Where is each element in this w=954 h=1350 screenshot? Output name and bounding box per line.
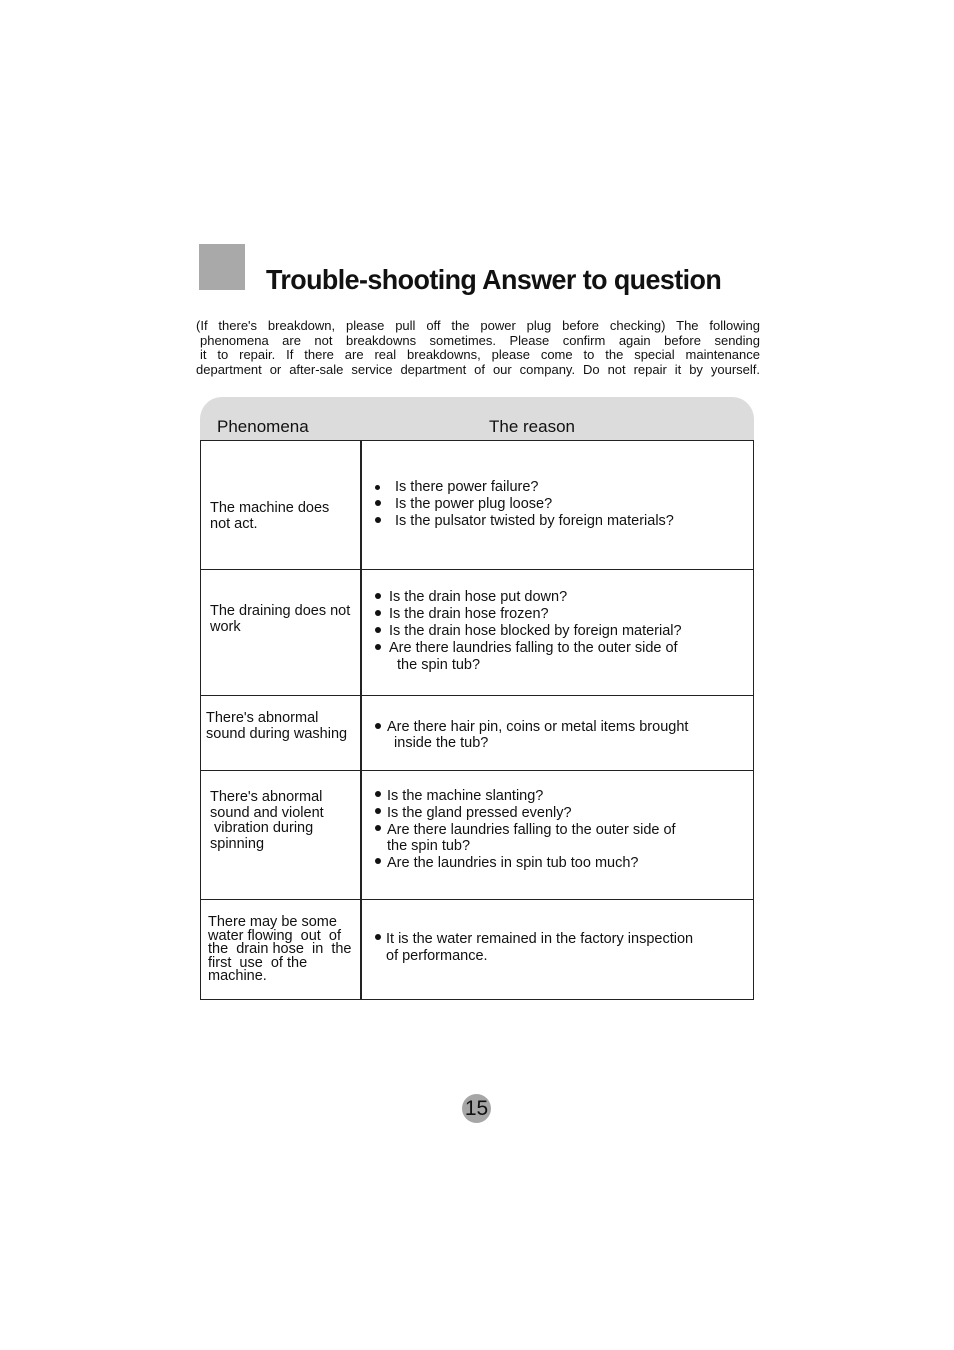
reason-text: Are there laundries falling to the outer side of xyxy=(389,640,678,656)
phenomenon-line: not act. xyxy=(210,515,258,532)
phenomenon-cell xyxy=(210,501,329,532)
header-reason: The reason xyxy=(489,417,575,436)
reason-continuation: of performance. xyxy=(386,948,488,964)
phenomenon-line: spinning xyxy=(210,835,265,852)
reason-text: Is there power failure? xyxy=(395,479,539,495)
reason-continuation: the spin tub? xyxy=(393,657,481,673)
phenomenon-line: the drain hose in the xyxy=(208,941,352,957)
reason-text: Is the gland pressed evenly? xyxy=(387,804,572,821)
reason-text: Is the drain hose put down? xyxy=(389,589,568,605)
reason-cell xyxy=(375,931,693,965)
reason-item xyxy=(375,589,682,606)
phenomenon-line: There's abnormal xyxy=(210,789,323,805)
bullet-icon xyxy=(375,610,381,616)
bullet-icon xyxy=(375,858,381,864)
row-divider xyxy=(201,695,753,696)
reason-cell xyxy=(375,720,688,751)
reason-continuation: the spin tub? xyxy=(387,838,471,855)
phenomenon-line: sound during washing xyxy=(206,725,348,742)
phenomenon-line: water flowing out of xyxy=(208,927,341,944)
row-divider xyxy=(201,770,753,771)
bullet-icon xyxy=(375,791,381,797)
bullet-icon xyxy=(375,593,381,599)
row-divider xyxy=(201,899,753,900)
bullet-icon xyxy=(375,808,381,814)
phenomenon-line: first use of the xyxy=(208,954,308,971)
troubleshooting-table xyxy=(200,440,754,1000)
phenomenon-line: There's abnormal xyxy=(206,710,319,726)
reason-item xyxy=(375,788,676,805)
reason-item xyxy=(375,623,682,640)
phenomenon-cell xyxy=(206,711,347,742)
bullet-icon xyxy=(375,723,381,729)
reason-item xyxy=(375,822,676,839)
phenomenon-line: There may be some xyxy=(208,914,337,930)
reason-item xyxy=(375,855,676,872)
intro-line: phenomena are not breakdowns sometimes. Please confirm again before sending xyxy=(200,332,760,348)
reason-cell xyxy=(375,788,676,872)
reason-text: Is the pulsator twisted by foreign materials? xyxy=(395,513,674,529)
phenomenon-line: sound and violent xyxy=(210,804,324,821)
intro-line: (If there's breakdown, please pull off the power plug before checking) The following xyxy=(196,318,760,333)
reason-item xyxy=(375,496,674,513)
bullet-icon xyxy=(375,485,380,490)
reason-text: Is the power plug loose? xyxy=(395,496,553,512)
reason-item xyxy=(375,805,676,822)
phenomenon-cell xyxy=(208,916,352,984)
reason-cell xyxy=(375,479,674,530)
reason-text: Is the machine slanting? xyxy=(387,788,544,804)
intro-paragraph xyxy=(196,319,760,377)
reason-item xyxy=(375,720,688,736)
bullet-icon xyxy=(375,627,381,633)
reason-continuation: inside the tub? xyxy=(390,734,489,751)
phenomenon-line: The draining does not xyxy=(210,603,351,619)
bullet-icon xyxy=(375,517,381,523)
reason-item xyxy=(375,606,682,623)
title-marker-square xyxy=(199,244,245,290)
reason-text: Are the laundries in spin tub too much? xyxy=(387,855,639,872)
header-phenomena: Phenomena xyxy=(217,417,309,436)
reason-text: Is the drain hose frozen? xyxy=(389,606,549,622)
intro-line: department or after-sale service department of our company. Do not repair it by yourself. xyxy=(196,361,760,377)
phenomenon-line: machine. xyxy=(208,968,267,984)
column-divider xyxy=(360,441,362,999)
page-title: Trouble-shooting Answer to question xyxy=(266,264,722,295)
phenomenon-line: The machine does xyxy=(210,500,330,516)
reason-item xyxy=(375,640,682,657)
bullet-icon xyxy=(375,644,381,650)
reason-text: Are there hair pin, coins or metal items brought xyxy=(387,719,689,735)
reason-text: Is the drain hose blocked by foreign material? xyxy=(389,623,682,639)
reason-item xyxy=(375,513,674,530)
phenomenon-cell xyxy=(210,790,324,852)
bullet-icon xyxy=(375,934,381,940)
row-divider xyxy=(201,569,753,570)
page-number-badge: 15 xyxy=(462,1094,491,1123)
phenomenon-line: vibration during xyxy=(210,820,314,836)
reason-item xyxy=(375,931,693,948)
phenomenon-line: work xyxy=(210,618,241,635)
reason-text: It is the water remained in the factory inspection xyxy=(386,931,694,947)
reason-item xyxy=(375,479,674,496)
table-header xyxy=(200,397,754,441)
reason-cell xyxy=(375,589,682,674)
bullet-icon xyxy=(375,500,381,506)
bullet-icon xyxy=(375,825,381,831)
reason-text: Are there laundries falling to the outer side of xyxy=(387,821,676,838)
intro-line: it to repair. If there are real breakdowns, please come to the special maintenance xyxy=(200,347,760,362)
phenomenon-cell xyxy=(210,604,350,635)
